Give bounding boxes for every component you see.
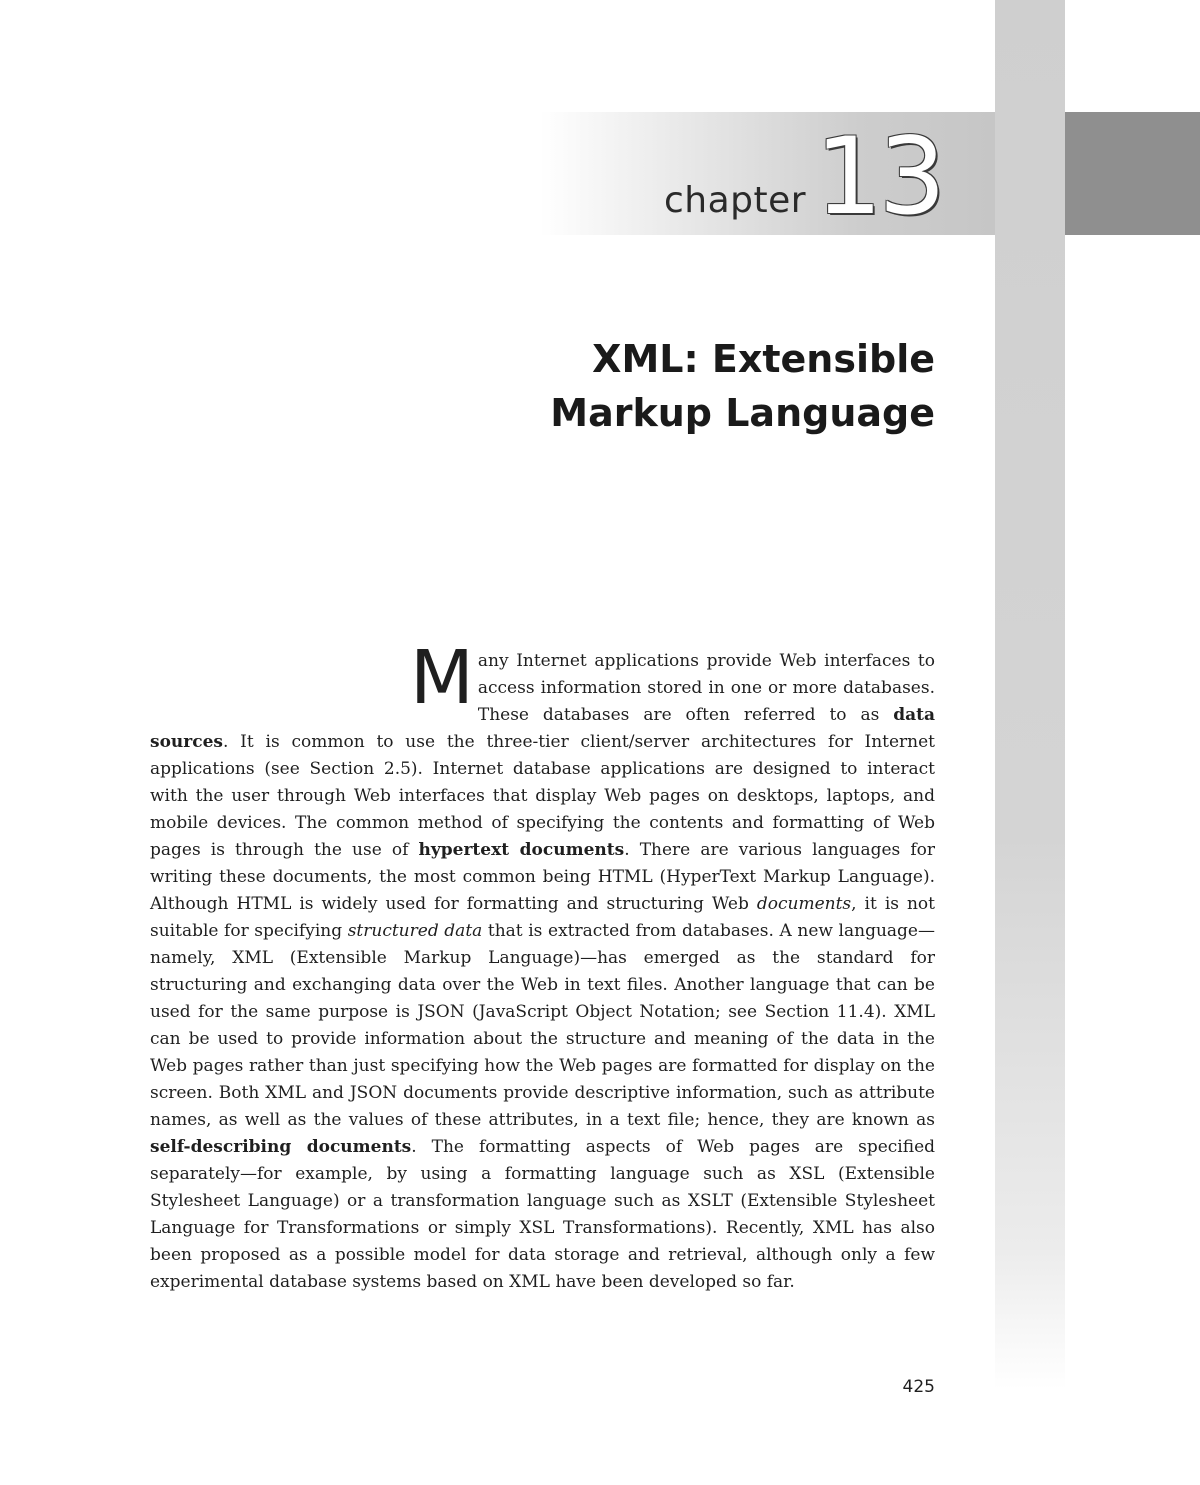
term-data-sources: data sources (150, 705, 935, 752)
paragraph-text: any Internet applications provide Web interfaces to access information stored in one or more databases. These databases are often referred to as (477, 651, 935, 725)
page-number: 425 (902, 1377, 935, 1397)
drop-cap: M (410, 635, 474, 721)
term-hypertext-documents: hypertext documents (418, 840, 625, 860)
chapter-title-line-1: XML: Extensible (592, 337, 935, 381)
chapter-label: chapter (664, 180, 807, 221)
term-self-describing-documents: self-describing documents (150, 1137, 412, 1157)
paragraph-text: that is extracted from databases. A new language—namely, XML (Extensible Markup Language)—has emerged as the standard for structuring and exchanging data over the Web in text files. Another language that can be used for the same purpose is JSON (JavaScript Object Notation; see Section 11.4). XML can be used to provide information about the structure and meaning of the data in the Web pages rather than just specifying how the Web pages are formatted for display on the screen. Both XML and JSON documents provide descriptive information, such as attribute names, as well as the values of these attributes, in a text file; hence, they are known as (150, 921, 935, 1130)
paragraph-text: . The formatting aspects of Web pages are specified separately—for example, by using a formatting language such as XSL (Extensible Stylesheet Language) or a transformation language such as XSLT (Extensible Stylesheet Language for Transformations or simply XSL Transformations). Recently, XML has also been proposed as a possible model for data storage and retrieval, although only a few experimental database systems based on XML have been developed so far. (150, 1137, 936, 1292)
chapter-title (440, 332, 935, 440)
paragraph-text: , it is not suitable for specifying (150, 894, 935, 941)
chapter-header-band-edge (1065, 112, 1200, 235)
paragraph-text: . There are various languages for writing these documents, the most common being HTML (HyperText Markup Language). Although HTML is widely used for formatting and structuring Web (150, 840, 935, 914)
emphasis-documents: documents (756, 894, 852, 914)
chapter-title-line-2: Markup Language (550, 391, 935, 435)
emphasis-structured-data: structured data (347, 921, 483, 941)
chapter-side-tab (995, 0, 1065, 1390)
chapter-number: 13 (815, 115, 942, 238)
paragraph-text: . It is common to use the three-tier client/server architectures for Internet applications (see Section 2.5). Internet database applications are designed to interact with the user through Web interfaces that display Web pages on desktops, laptops, and mobile devices. The common method of specifying the contents and formatting of Web pages is through the use of (150, 732, 935, 860)
intro-paragraph (150, 635, 936, 1296)
